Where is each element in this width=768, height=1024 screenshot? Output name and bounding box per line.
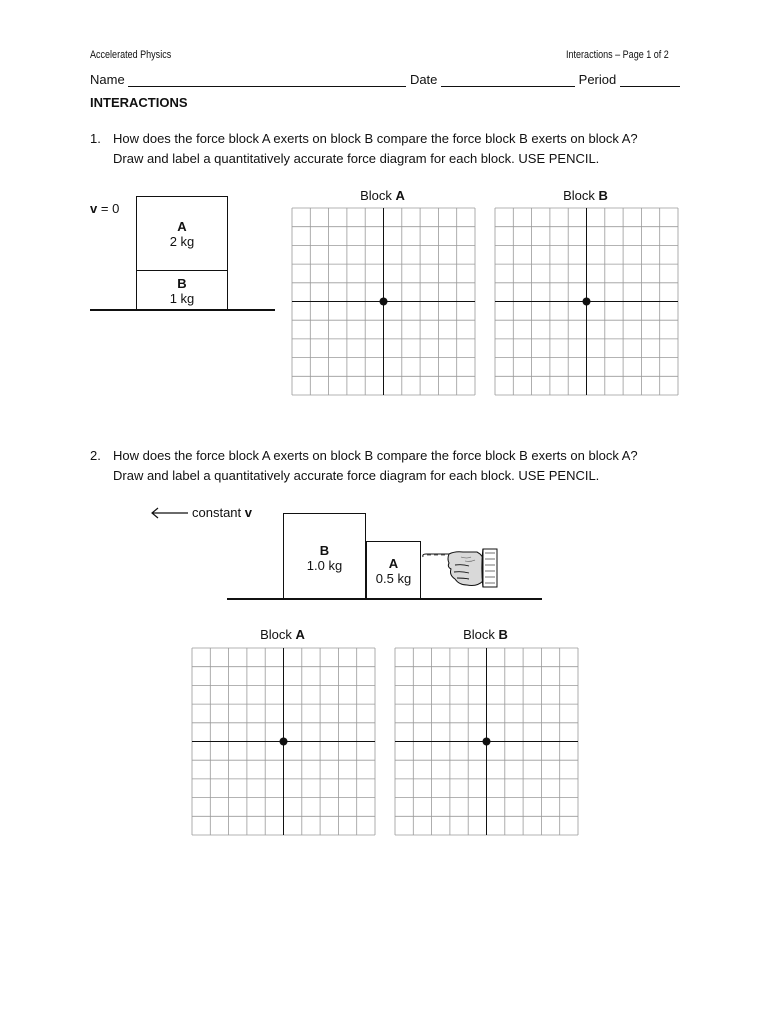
force-grid-q2-b[interactable]	[395, 648, 578, 835]
question-2-number: 2.	[90, 448, 101, 463]
force-grid-q1-b[interactable]	[495, 208, 678, 395]
grid-origin-dot	[280, 738, 288, 746]
period-field[interactable]	[620, 74, 680, 87]
block-b-q2-name: B	[319, 543, 330, 558]
student-info-row	[90, 72, 680, 87]
pointing-hand-icon	[421, 545, 501, 593]
block-b-q1-mass: 1 kg	[169, 291, 195, 306]
block-a-q1-name: A	[177, 219, 187, 234]
question-2-line-2: Draw and label a quantitatively accurate force diagram for each block. USE PENCIL.	[113, 468, 600, 483]
page-title: INTERACTIONS	[90, 95, 188, 110]
block-b-q1	[136, 270, 228, 310]
velocity-label-q1	[90, 201, 119, 216]
question-2-line-1: How does the force block A exerts on block B compare the force block B exerts on block A?	[113, 448, 638, 463]
grid-title-q2-a	[191, 627, 374, 642]
block-b-q2	[283, 513, 366, 600]
velocity-value: = 0	[100, 201, 120, 216]
grid-title-prefix: Block	[563, 188, 599, 203]
block-b-q1-name: B	[177, 276, 187, 291]
velocity-symbol: v	[90, 201, 98, 216]
grid-title-block: A	[295, 627, 305, 642]
grid-title-q2-b	[394, 627, 577, 642]
block-a-q1	[136, 196, 228, 272]
date-field[interactable]	[441, 74, 575, 87]
page-info: Interactions – Page 1 of 2	[566, 49, 669, 61]
grid-origin-dot	[380, 298, 388, 306]
grid-title-block: A	[395, 188, 405, 203]
ground-line-q1	[90, 309, 275, 311]
question-1-number: 1.	[90, 131, 101, 146]
date-label: Date	[409, 72, 438, 87]
velocity-text: constant	[192, 505, 242, 520]
grid-title-q1-a	[291, 188, 474, 203]
grid-title-prefix: Block	[360, 188, 396, 203]
question-1-line-1: How does the force block A exerts on block B compare the force block B exerts on block A?	[113, 131, 638, 146]
block-a-q2	[366, 541, 421, 600]
grid-title-prefix: Block	[260, 627, 296, 642]
block-b-q2-mass: 1.0 kg	[306, 558, 343, 573]
grid-title-block: B	[498, 627, 508, 642]
velocity-symbol: v	[244, 505, 253, 520]
velocity-label-q2	[192, 505, 252, 520]
ground-line-q2	[227, 598, 542, 600]
force-grid-q2-a[interactable]	[192, 648, 375, 835]
name-label: Name	[90, 72, 125, 87]
grid-title-q1-b	[494, 188, 677, 203]
block-a-q2-name: A	[388, 556, 399, 571]
block-a-q2-mass: 0.5 kg	[375, 571, 412, 586]
force-grid-q1-a[interactable]	[292, 208, 475, 395]
grid-origin-dot	[583, 298, 591, 306]
grid-origin-dot	[483, 738, 491, 746]
arrow-left-icon	[150, 507, 190, 519]
question-1-line-2: Draw and label a quantitatively accurate force diagram for each block. USE PENCIL.	[113, 151, 600, 166]
grid-title-block: B	[598, 188, 608, 203]
grid-title-prefix: Block	[463, 627, 499, 642]
name-field[interactable]	[128, 74, 406, 87]
block-a-q1-mass: 2 kg	[169, 234, 195, 249]
course-name: Accelerated Physics	[90, 49, 172, 61]
period-label: Period	[578, 72, 617, 87]
